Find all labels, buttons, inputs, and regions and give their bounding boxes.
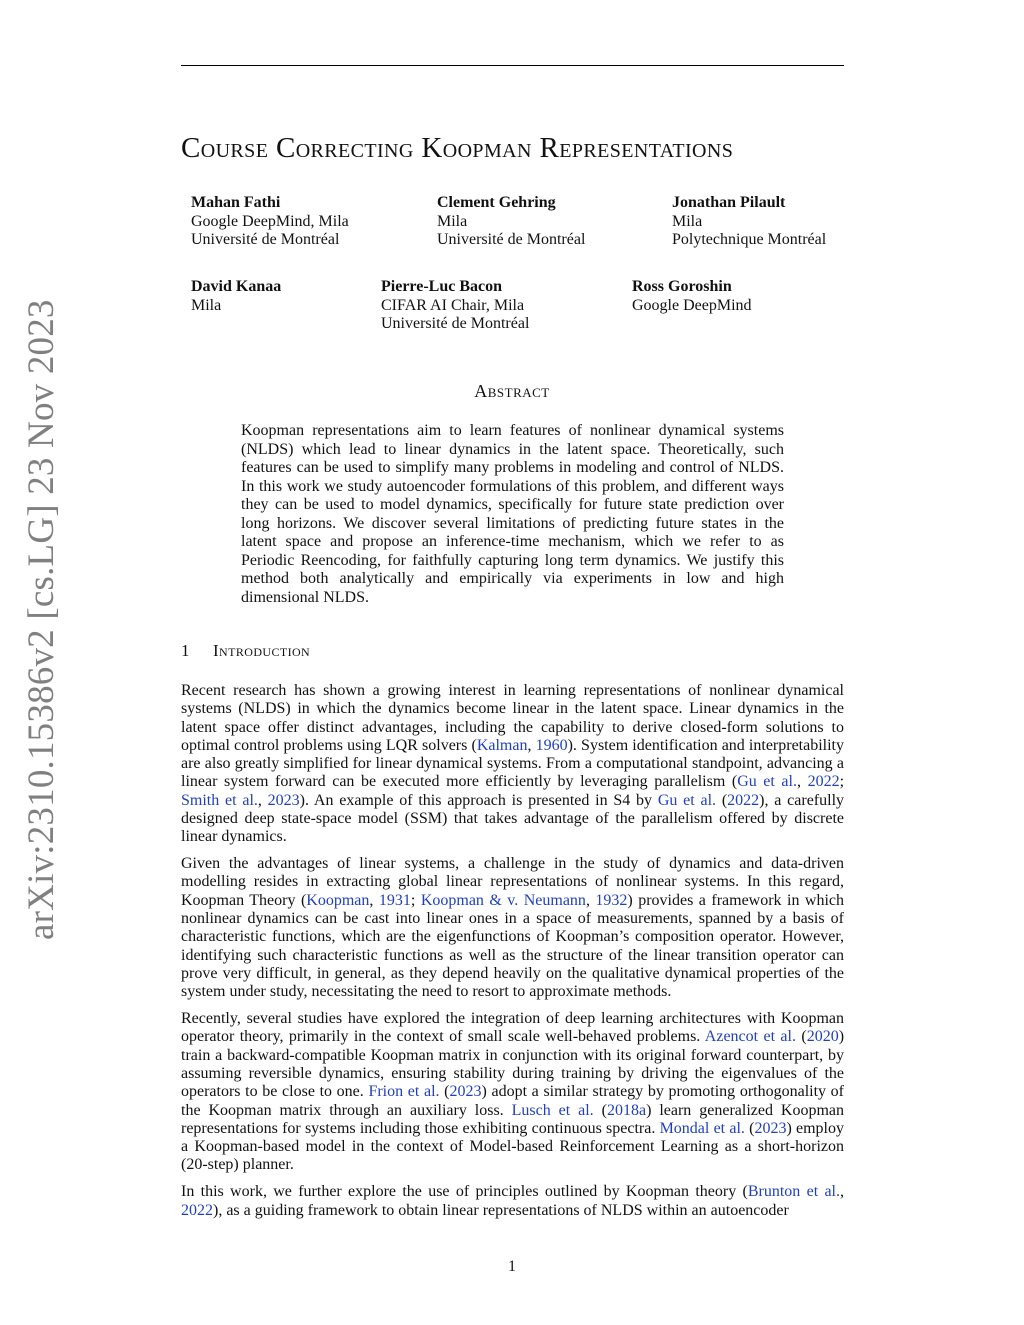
paragraph: Recent research has shown a growing interest in learning representations of nonlinear dynamical systems (NLDS) in which the dynamics become linear in the latent space. Linear dynamics in the latent space offer distinct advantages, including the capability to derive closed-form solutions to optimal control problems using LQR solvers (Kalman, 1960). System identification and interpretability are also greatly simplified for linear dynamical systems. From a computational standpoint, advancing a linear system forward can be executed more efficiently by leveraging parallelism (Gu et al., 2022; Smith et al., 2023). An example of this approach is presented in S4 by Gu et al. (2022), a carefully designed deep state-space model (SSM) that takes advantage of the parallelism offered by discrete linear dynamics. (181, 682, 845, 846)
citation-link[interactable]: 2023 (754, 1119, 787, 1137)
author-affiliation: Mila (191, 296, 222, 314)
introduction-body (181, 682, 844, 1228)
author-name: David Kanaa (191, 278, 282, 295)
citation-link[interactable]: 2023 (449, 1083, 482, 1101)
paragraph: In this work, we further explore the use of principles outlined by Koopman theory (Brunton et al., 2022), as a guiding framework to obtain linear representations of NLDS within an autoencoder (181, 1183, 844, 1219)
author-affiliation: Université de Montréal (437, 231, 586, 248)
author-name: Mahan Fathi (191, 194, 281, 211)
section-title: Introduction (213, 641, 311, 660)
citation-link[interactable]: 1931 (378, 891, 411, 909)
author-name: Jonathan Pilault (672, 194, 786, 211)
citation-link[interactable]: Mondal et al. (659, 1119, 745, 1137)
paper-title: Course Correcting Koopman Representations (181, 132, 734, 164)
section-number: 1 (181, 641, 190, 660)
author-block (191, 278, 281, 315)
author-block (191, 194, 349, 250)
abstract-body: Koopman representations aim to learn features of nonlinear dynamical systems (NLDS) which lead to linear dynamics in the latent space. Theoretically, such features can be used to simplify many problems in modeling and control of NLDS. In this work we study autoencoder formulations of this problem, and different ways they can be used to model dynamics, specifically for future state prediction over long horizons. We discover several limitations of predicting future states in the latent space and propose an inference-time mechanism, which we refer to as Periodic Reencoding, for faithfully capturing long term dynamics. We justify this method both analytically and empirically via experiments in low and high dimensional NLDS. (241, 422, 784, 606)
citation-link[interactable]: Smith et al. (181, 791, 258, 809)
citation-link[interactable]: 2018a (606, 1101, 647, 1119)
citation-link[interactable]: 1960 (535, 736, 568, 754)
page-number: 1 (508, 1258, 516, 1275)
citation-link[interactable]: 2020 (806, 1028, 839, 1046)
citation-link[interactable]: Brunton et al. (747, 1183, 840, 1201)
author-affiliation: Mila (672, 212, 703, 230)
paragraph: Recently, several studies have explored the integration of deep learning architectures with Koopman operator theory, primarily in the context of small scale well-behaved problems. Azencot et al. (2020) train a backward-compatible Koopman matrix in conjunction with its original forward counterpart, by assuming reversible dynamics, ensuring stability during training by driving the eigenvalues of the operators to be close to one. Frion et al. (2023) adopt a similar strategy by promoting orthogonality of the Koopman matrix through an auxiliary loss. Lusch et al. (2018a) learn generalized Koopman representations for systems including those exhibiting continuous spectra. Mondal et al. (2023) employ a Koopman-based model in the context of Model-based Reinforcement Learning as a short-horizon (20-step) planner. (181, 1010, 845, 1174)
citation-link[interactable]: Frion et al. (368, 1083, 440, 1101)
citation-link[interactable]: 2023 (267, 791, 300, 809)
author-affiliation: Mila (437, 212, 468, 230)
author-affiliation: Polytechnique Montréal (672, 231, 827, 248)
author-affiliation: Université de Montréal (191, 231, 340, 248)
citation-link[interactable]: Koopman & v. Neumann (420, 891, 586, 909)
citation-link[interactable]: Gu et al. (737, 773, 797, 791)
author-name: Pierre-Luc Bacon (381, 278, 503, 295)
author-affiliation: Google DeepMind (632, 296, 752, 314)
citation-link[interactable]: 2022 (181, 1201, 213, 1219)
author-block (632, 278, 752, 315)
citation-link[interactable]: 2022 (727, 791, 760, 809)
arxiv-identifier-stamp[interactable]: arXiv:2310.15386v2 [cs.LG] 23 Nov 2023 (21, 299, 62, 940)
author-block (381, 278, 529, 334)
author-block (672, 194, 826, 250)
citation-link[interactable]: Gu et al. (657, 791, 717, 809)
citation-link[interactable]: 2022 (807, 773, 840, 791)
author-affiliation: CIFAR AI Chair, Mila (381, 296, 525, 314)
author-name: Ross Goroshin (632, 278, 732, 295)
abstract-heading: Abstract (474, 381, 550, 401)
author-block (437, 194, 585, 250)
citation-link[interactable]: 1932 (595, 891, 628, 909)
author-name: Clement Gehring (437, 194, 556, 211)
author-affiliation: Google DeepMind, Mila (191, 212, 349, 230)
top-rule (181, 65, 844, 66)
section-heading (181, 641, 310, 661)
citation-link[interactable]: Lusch et al. (511, 1101, 594, 1119)
citation-link[interactable]: Azencot et al. (704, 1028, 796, 1046)
author-affiliation: Université de Montréal (381, 315, 530, 332)
citation-link[interactable]: Koopman (306, 891, 370, 909)
citation-link[interactable]: Kalman (476, 736, 528, 754)
paragraph: Given the advantages of linear systems, a challenge in the study of dynamics and data-driven modelling resides in extracting global linear representations of nonlinear systems. In this regard, Koopman Theory (Koopman, 1931; Koopman & v. Neumann, 1932) provides a framework in which nonlinear dynamics can be cast into linear ones in a space of measurements, spanned by a basis of characteristic functions, which are the eigenfunctions of Koopman’s composition operator. However, identifying such characteristic functions as well as the structure of the linear transition operator can prove very difficult, in general, as they depend heavily on the qualitative dynamical properties of the system under study, necessitating the need to resort to approximate methods. (181, 855, 845, 1001)
